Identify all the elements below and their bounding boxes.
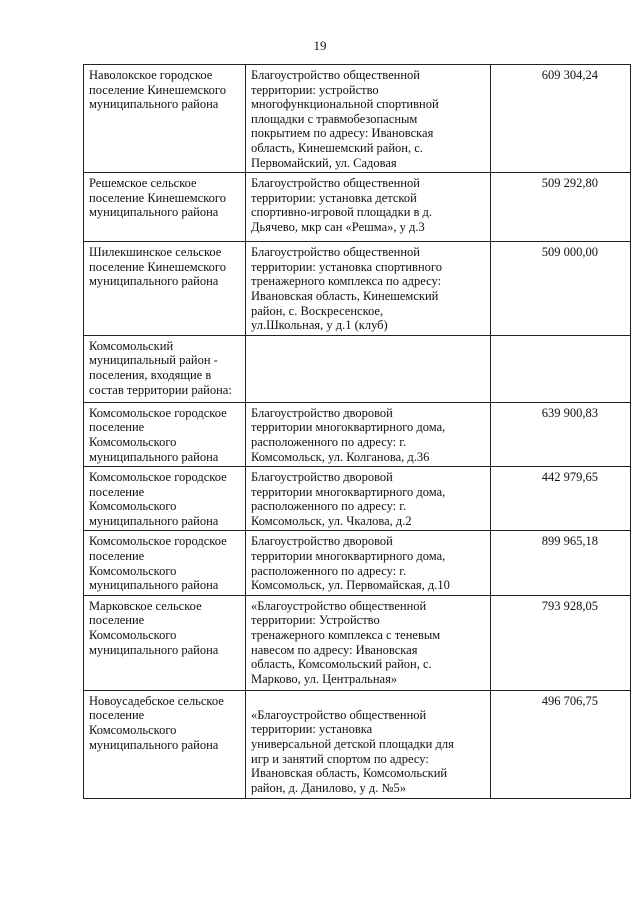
description-cell <box>246 335 491 402</box>
amount-cell: 609 304,24 <box>491 65 631 173</box>
settlement-cell: Решемское сельское поселение Кинешемского муниципального района <box>84 173 246 242</box>
table-row <box>84 242 631 336</box>
amount-cell: 793 928,05 <box>491 595 631 690</box>
description-cell: Благоустройство общественной территории: установка детской спортивно-игровой площадки в д. Дьячево, мкр сан «Решма», у д.3 <box>246 173 491 242</box>
description-cell: Благоустройство дворовой территории многоквартирного дома, расположенного по адресу: г. Комсомольск, ул. Колганова, д.36 <box>246 402 491 466</box>
description-cell: «Благоустройство общественной территории: установка универсальной детской площадки для игр и занятий спортом по адресу: Ивановская область, Комсомольский район, д. Данилово, у д. №5» <box>246 690 491 798</box>
description-cell: Благоустройство дворовой территории многоквартирного дома, расположенного по адресу: г. Комсомольск, ул. Чкалова, д.2 <box>246 467 491 531</box>
table-row <box>84 173 631 242</box>
amount-cell: 442 979,65 <box>491 467 631 531</box>
district-header-cell: Комсомольский муниципальный район - поселения, входящие в состав территории района: <box>84 335 246 402</box>
settlement-cell: Наволокское городское поселение Кинешемского муниципального района <box>84 65 246 173</box>
amount-cell: 496 706,75 <box>491 690 631 798</box>
amount-cell: 509 292,80 <box>491 173 631 242</box>
settlement-cell: Марковское сельское поселение Комсомольского муниципального района <box>84 595 246 690</box>
settlement-cell: Комсомольское городское поселение Комсомольского муниципального района <box>84 402 246 466</box>
description-cell: «Благоустройство общественной территории: Устройство тренажерного комплекса с теневым навесом по адресу: Ивановская область, Комсомольский район, с. Марково, ул. Центральная» <box>246 595 491 690</box>
table-row <box>84 467 631 531</box>
description-cell: Благоустройство общественной территории: устройство многофункциональной спортивной площадки с травмобезопасным покрытием по адресу: Ивановская область, Кинешемский район, с. Первомайский, ул. Садовая <box>246 65 491 173</box>
subsidy-table <box>83 64 631 799</box>
description-cell: Благоустройство общественной территории: установка спортивного тренажерного комплекса по адресу: Ивановская область, Кинешемский район, с. Воскресенское, ул.Школьная, у д.1 (клуб) <box>246 242 491 336</box>
description-cell: Благоустройство дворовой территории многоквартирного дома, расположенного по адресу: г. Комсомольск, ул. Первомайская, д.10 <box>246 531 491 595</box>
settlement-cell: Комсомольское городское поселение Комсомольского муниципального района <box>84 531 246 595</box>
table-row <box>84 531 631 595</box>
table-row <box>84 595 631 690</box>
amount-cell: 899 965,18 <box>491 531 631 595</box>
amount-cell: 509 000,00 <box>491 242 631 336</box>
amount-cell <box>491 335 631 402</box>
table-row <box>84 335 631 402</box>
table-row <box>84 402 631 466</box>
settlement-cell: Новоусадебское сельское поселение Комсомольского муниципального района <box>84 690 246 798</box>
amount-cell: 639 900,83 <box>491 402 631 466</box>
settlement-cell: Комсомольское городское поселение Комсомольского муниципального района <box>84 467 246 531</box>
settlement-cell: Шилекшинское сельское поселение Кинешемского муниципального района <box>84 242 246 336</box>
table-row <box>84 690 631 798</box>
table-row <box>84 65 631 173</box>
page-number: 19 <box>313 38 327 53</box>
